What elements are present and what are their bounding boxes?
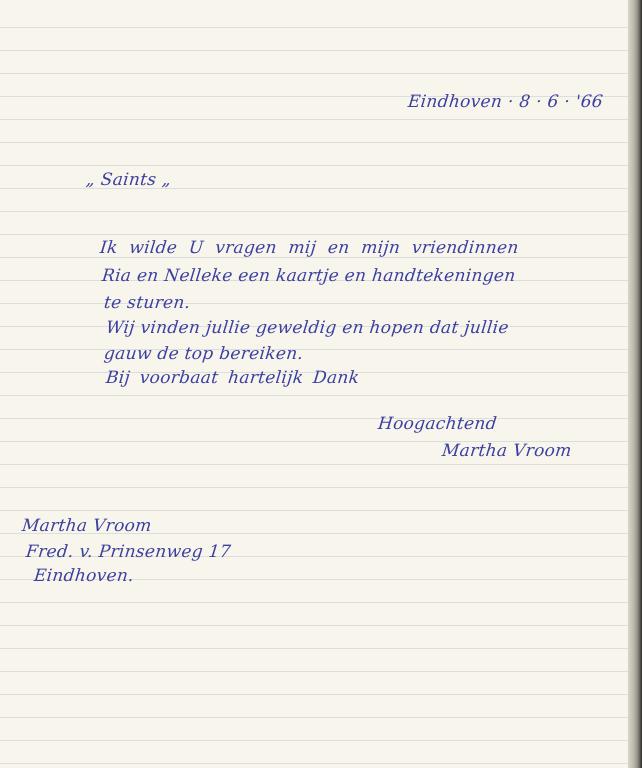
letter-body-line: Ik wilde U vragen mij en mijn vriendinnen — [98, 238, 520, 258]
sender-city: Eindhoven. — [32, 566, 135, 586]
sender-street: Fred. v. Prinsenweg 17 — [24, 542, 232, 562]
letter-body-line: te sturen. — [102, 293, 192, 313]
letter-body-line: Bij voorbaat hartelijk Dank — [104, 368, 361, 388]
paper-edge-shadow — [628, 0, 642, 768]
letter-date: Eindhoven · 8 · 6 · '66 — [406, 92, 605, 112]
letter-closing: Hoogachtend — [376, 414, 498, 434]
letter-body-line: Ria en Nelleke een kaartje en handtekeningen — [100, 266, 517, 286]
letter-body-line: gauw de top bereiken. — [102, 344, 305, 364]
letter-salutation: „ Saints „ — [84, 170, 173, 190]
letter-signature: Martha Vroom — [440, 441, 573, 461]
letter-body-line: Wij vinden jullie geweldig en hopen dat jullie — [104, 318, 510, 338]
sender-name: Martha Vroom — [20, 516, 153, 536]
